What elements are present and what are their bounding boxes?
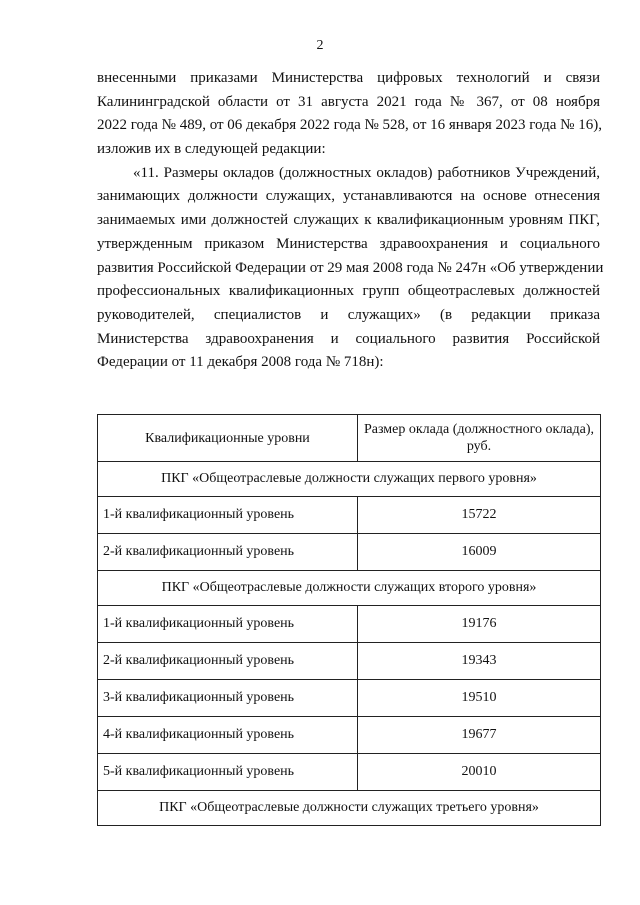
salary-table: [97, 414, 601, 826]
table-header-row: [98, 415, 601, 462]
level-cell: 3-й квалификационный уровень: [98, 680, 358, 717]
body-line: Калининградской области от 31 августа 2021 года № 367, от 08 ноября: [97, 93, 600, 110]
salary-cell: 15722: [358, 497, 601, 534]
salary-cell: 19677: [358, 717, 601, 754]
header-level-cell: Квалификационные уровни: [98, 415, 358, 462]
level-cell: 1-й квалификационный уровень: [98, 606, 358, 643]
table-row: [98, 643, 601, 680]
body-line: развития Российской Федерации от 29 мая 2008 года № 247н «Об утверждении: [97, 259, 604, 276]
page-number: 2: [316, 38, 324, 53]
group-row: [98, 462, 601, 497]
body-line: 2022 года № 489, от 06 декабря 2022 года № 528, от 16 января 2023 года № 16),: [97, 117, 602, 134]
level-cell: 4-й квалификационный уровень: [98, 717, 358, 754]
salary-cell: 19176: [358, 606, 601, 643]
salary-cell: 19510: [358, 680, 601, 717]
body-line: руководителей, специалистов и служащих» (в редакции приказа: [97, 306, 600, 323]
table-row: [98, 680, 601, 717]
body-line: профессиональных квалификационных групп общеотраслевых должностей: [97, 283, 600, 300]
level-cell: 1-й квалификационный уровень: [98, 497, 358, 534]
body-line: утвержденным приказом Министерства здравоохранения и социального: [97, 235, 600, 252]
level-cell: 5-й квалификационный уровень: [98, 754, 358, 791]
body-line: Министерства здравоохранения и социального развития Российской: [97, 330, 600, 347]
table-row: [98, 606, 601, 643]
level-cell: 2-й квалификационный уровень: [98, 643, 358, 680]
salary-cell: 19343: [358, 643, 601, 680]
salary-cell: 16009: [358, 534, 601, 571]
body-line: внесенными приказами Министерства цифровых технологий и связи: [97, 70, 600, 86]
paragraph-start-line: «11. Размеры окладов (должностных окладов) работников Учреждений,: [133, 164, 600, 181]
body-line: занимаемых ими должностей служащих к квалификационным уровням ПКГ,: [97, 212, 600, 229]
level-cell: 2-й квалификационный уровень: [98, 534, 358, 571]
group-title: ПКГ «Общеотраслевые должности служащих первого уровня»: [98, 462, 601, 497]
salary-cell: 20010: [358, 754, 601, 791]
table-row: [98, 717, 601, 754]
group-row: [98, 791, 601, 826]
table-row: [98, 754, 601, 791]
body-line: занимающих должности служащих, устанавливаются на основе отнесения: [97, 188, 600, 205]
body-line: Федерации от 11 декабря 2008 года № 718н):: [97, 354, 384, 371]
body-text: [97, 67, 604, 375]
group-title: ПКГ «Общеотраслевые должности служащих третьего уровня»: [98, 791, 601, 826]
table-row: [98, 534, 601, 571]
body-line: изложив их в следующей редакции:: [97, 141, 326, 158]
group-row: [98, 571, 601, 606]
table-row: [98, 497, 601, 534]
group-title: ПКГ «Общеотраслевые должности служащих второго уровня»: [98, 571, 601, 606]
header-salary-cell: Размер оклада (должностного оклада), руб.: [358, 415, 601, 462]
